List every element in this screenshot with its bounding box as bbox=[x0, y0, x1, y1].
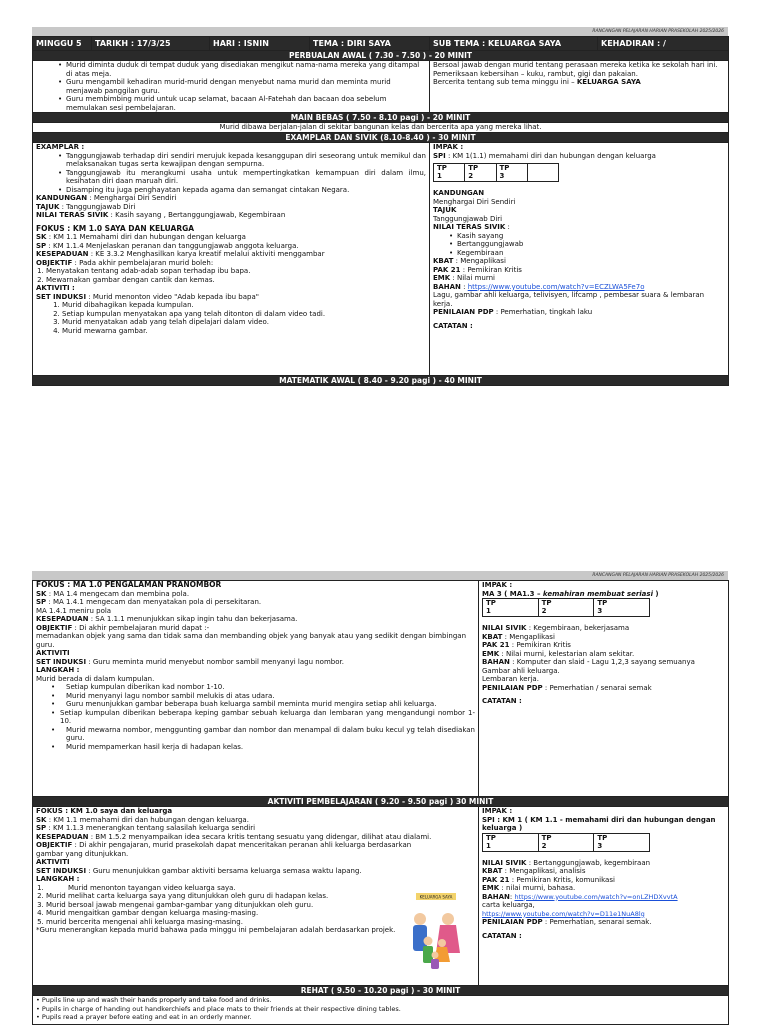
kbat: : Mengaplikasi bbox=[453, 257, 506, 265]
induksi-math: : Guru meminta murid menyebut nombor sambil menyanyi lagu nombor. bbox=[86, 657, 344, 666]
akt-step: 3. Murid bersoal jawab mengenai gambar-gambar yang ditunjukkan oleh guru. bbox=[46, 901, 395, 910]
math-step: • Murid mewarna nombor, menggunting gambar dan nombor dan menampal di dalam buku kecul yg telah disediakan guru. bbox=[48, 726, 475, 743]
bahan-math-3: Lembaran kerja. bbox=[482, 675, 539, 683]
perbualan-right-2: Pemeriksaan kebersihan – kuku, rambut, gigi dan pakaian. bbox=[433, 69, 638, 78]
impak: IMPAK : bbox=[433, 143, 464, 151]
sk-akt: : KM 1.1 memahami diri dan hubungan dengan keluarga. bbox=[46, 815, 249, 824]
sub-tema: SUB TEMA : KELUARGA SAYA bbox=[430, 37, 598, 51]
family-image-title: KELUARGA SAYA bbox=[419, 894, 453, 900]
exsiv-title: EXAMPLAR DAN SIVIK (8.10-8.40 ) - 30 MINIT bbox=[33, 133, 729, 143]
math-step: • Murid mempamerkan hasil kerja di hadapan kelas. bbox=[48, 743, 475, 752]
matematik-right: IMPAK : MA 3 ( MA1.3 – kemahiran membuat seriasi ) TP 1 TP 2 TP 3 NILAI SIVIK : Kegembiraan, bekerjasama KBAT : Mengaplikasi PAK 21 : Pemikiran Kritis EMK : Nilai murni, kelestarian alam sekitar. BAHAN : Komputer dan slaid - Lagu 1,2,3 sayang semuanya Gambar ahli keluarga. Lembaran kerja. PENILAIAN PDP : Pemerhatian / senarai semak CATATAN : bbox=[479, 581, 729, 797]
page-2 bbox=[32, 571, 728, 1025]
examplar-heading: EXAMPLAR : bbox=[36, 143, 85, 151]
penilaian-akt: : Pemerhatian, senarai semak. bbox=[542, 918, 652, 926]
sp-math: : MA 1.4.1 mengecam dan menyatakan pola di persekitaran. bbox=[46, 598, 262, 606]
tp-table bbox=[433, 163, 559, 182]
math-step: • Setiap kumpulan diberikan beberapa keping gambar sebuah keluarga dan lembaran yang mengandungi nombor 1-10. bbox=[48, 709, 475, 726]
rehat-body bbox=[33, 996, 729, 1025]
akt-step: 4. Murid mengaitkan gambar dengan keluarga masing-masing. bbox=[46, 909, 395, 918]
nilai-math: : Kegembiraan, bekerjasama bbox=[526, 624, 630, 632]
langkah-label-akt: LANGKAH : bbox=[36, 875, 80, 883]
examplar-item: • Disamping itu juga penghayatan kepada agama dan semangat cintakan Negara. bbox=[48, 186, 426, 195]
baby-head bbox=[432, 952, 439, 959]
aktiviti-label-akt: AKTIVITI bbox=[36, 858, 70, 866]
math-step: • Guru menunjukkan gambar beberapa buah keluarga sambil meminta murid mengira setiap ahli keluarga. bbox=[48, 700, 475, 709]
emk: : Nilai murni bbox=[450, 274, 495, 282]
matematik-left: FOKUS : MA 1.0 PENGALAMAN PRANOMBOR SK : MA 1.4 mengecam dan membina pola. SP : MA 1.4.1 mengecam dan menyatakan pola di persekitaran. MA 1.4.1 meniru pola KESEPADUAN : SA 1.1.1 menunjukkan sikap ingin tahu dan bekerjasama. OBJEKTIF : Di akhir pembelajaran murid dapat :- memadankan objek yang sama dan tidak sama dan membanding objek yang banyak atau yang sedikit dengan bimbingan guru. AKTIVITI SET INDUKSI : Guru meminta murid menyebut nombor sambil menyanyi lagu nombor. LANGKAH : Murid berada di dalam kumpulan. • Setiap kumpulan diberikan kad nombor 1-10. • Murid menyanyi lagu nombor sambil melukis di atas udara. • Guru menunjukkan gambar beberapa buah keluarga sambil meminta murid mengira setiap ahli keluarga. • Setiap kumpulan diberikan beberapa keping gambar sebuah keluarga dan lembaran yang mengandungi nombor 1-10. • Murid mewarna nombor, menggunting gambar dan nombor dan menampal di dalam buku kecul yg telah disediakan guru. • Murid mempamerkan hasil kerja di hadapan kelas. bbox=[33, 581, 479, 797]
aktiviti-label: AKTIVITI : bbox=[36, 284, 75, 292]
tp-1: TP 1 bbox=[434, 164, 465, 182]
nilai-item: • Kegembiraan bbox=[439, 249, 725, 258]
tp-3: TP 3 bbox=[594, 833, 650, 851]
langkah-label-math: LANGKAH : bbox=[36, 666, 80, 674]
rehat-line: • Pupils line up and wash their hands properly and take food and drinks. bbox=[36, 996, 272, 1004]
fokus-akt: FOKUS : KM 1.0 saya dan keluarga bbox=[36, 807, 173, 815]
son-head bbox=[424, 937, 433, 946]
page-1 bbox=[32, 27, 728, 386]
tp-3: TP 3 bbox=[594, 599, 650, 617]
emk-math: : Nilai murni, kelestarian alam sekitar. bbox=[499, 649, 635, 658]
kbat-math: : Mengaplikasi bbox=[502, 632, 555, 641]
induksi-akt: : Guru menunjukkan gambar aktiviti bersama keluarga semasa waktu lapang. bbox=[86, 866, 362, 875]
perbualan-right bbox=[430, 61, 729, 113]
header-row bbox=[33, 37, 729, 51]
sp-akt: : KM 1.1.3 menerangkan tentang salasilah keluarga sendiri bbox=[46, 824, 256, 832]
perbualan-title: PERBUALAN AWAL ( 7.30 - 7.50 ) - 20 MINIT bbox=[33, 51, 729, 61]
matematik-title-1: MATEMATIK AWAL ( 8.40 - 9.20 pagi ) - 40 MINIT bbox=[33, 376, 729, 386]
step-item: 4. Murid mewarna gambar. bbox=[62, 327, 426, 336]
tp-2: TP 2 bbox=[465, 164, 496, 182]
fokus-math: FOKUS : MA 1.0 PENGALAMAN PRANOMBOR bbox=[36, 580, 222, 589]
tema: TEMA : DIRI SAYA bbox=[310, 37, 430, 51]
pak21-akt: : Pemikiran Kritis, komunikasi bbox=[509, 875, 615, 884]
tp-table-math bbox=[482, 598, 650, 617]
objektif-item: 2. Mewarnakan gambar dengan cantik dan kemas. bbox=[46, 276, 426, 285]
spi-akt: : KM 1 ( KM 1.1 - memahami diri dan hubungan dengan keluarga ) bbox=[482, 815, 716, 832]
akt-step: 2. Murid melihat carta keluarga saya yang ditunjukkan oleh guru di hadapan kelas. bbox=[46, 892, 395, 901]
perbualan-right-3: Bercerita tentang sub tema minggu ini – KELUARGA SAYA bbox=[433, 78, 641, 86]
sk-math: : MA 1.4 mengecam dan membina pola. bbox=[46, 589, 190, 598]
kehadiran: KEHADIRAN : / bbox=[598, 37, 729, 51]
perbualan-right-1: Bersoal jawab dengan murid tentang perasaan mereka ketika ke sekolah hari ini. bbox=[433, 61, 718, 69]
impak-akt: IMPAK : bbox=[482, 807, 513, 815]
pak21: : Pemikiran Kritis bbox=[460, 265, 522, 274]
pak21-math: : Pemikiran Kritis bbox=[509, 641, 571, 649]
tp-3: TP 3 bbox=[496, 164, 527, 182]
objektif-item: 1. Menyatakan tentang adab-adab sopan terhadap ibu bapa. bbox=[46, 267, 426, 276]
perbualan-item: • Guru membimbing murid untuk ucap selamat, bacaan Al-Fatehah dan bacaan doa sebelum memulakan sesi pembelajaran. bbox=[48, 95, 426, 112]
langkah-text-math: Murid berada di dalam kumpulan. bbox=[36, 674, 155, 683]
math-step: • Murid menyanyi lagu nombor sambil melukis di atas udara. bbox=[48, 692, 475, 701]
tajuk-label: TAJUK bbox=[433, 206, 457, 214]
math-step: • Setiap kumpulan diberikan kad nombor 1-10. bbox=[48, 683, 475, 692]
bahan-link-1[interactable]: https://www.youtube.com/watch?v=onLZHDXvvtA bbox=[514, 892, 678, 901]
penilaian-math: : Pemerhatian / senarai semak bbox=[542, 683, 652, 692]
kandungan-label: KANDUNGAN bbox=[433, 189, 485, 197]
akt-step: 5. murid bercerita mengenai ahli keluarga masing-masing. bbox=[46, 918, 395, 927]
kandungan-text: Menghargai Diri Sendiri bbox=[433, 197, 516, 206]
bahan-math: : Komputer dan slaid - Lagu 1,2,3 sayang semuanya bbox=[509, 658, 695, 666]
bahan-link-2[interactable]: https://www.youtube.com/watch?v=D11e1NuA8lg bbox=[482, 909, 645, 918]
nilai-item: • Bertanggungjawab bbox=[439, 240, 725, 249]
bahan-math-2: Gambar ahli keluarga. bbox=[482, 666, 560, 675]
objektif: : Pada akhir pembelajaran murid boleh: bbox=[72, 258, 214, 267]
exsiv-right: IMPAK : SPI : KM 1(1.1) memahami diri dan hubungan dengan keluarga TP 1 TP 2 TP 3 KANDUNGAN Menghargai Diri Sendiri TAJUK Tanggungjawab Diri NILAI TERAS SIVIK : • Kasih sayang • Bertanggungjawab • Kegembiraan KBAT : Mengaplikasi PAK 21 : Pemikiran Kritis EMK : Nilai murni BAHAN : https://www.youtube.com/watch?v=ECZLWA5Fe7o Lagu, gambar ahli keluarga, telivisyen, lifcamp , pembesar suara & lembaran kerja. PENILAIAN PDP : Pemerhatian, tingkah laku CATATAN : bbox=[430, 143, 729, 376]
main-bebas-text: Murid dibawa berjalan-jalan di sekitar bangunan kelas dan bercerita apa yang mereka lihat. bbox=[33, 123, 729, 133]
tarikh: TARIKH : 17/3/25 bbox=[92, 37, 210, 51]
objektif-text-math: memadankan objek yang sama dan tidak sama dan membanding objek yang banyak atau yang sedikit dengan bimbingan guru. bbox=[36, 632, 467, 649]
family-illustration bbox=[400, 891, 470, 971]
main-bebas-title: MAIN BEBAS ( 7.50 - 8.10 pagi ) - 20 MINIT bbox=[33, 113, 729, 123]
tp-1: TP 1 bbox=[483, 833, 539, 851]
header-note: RANCANGAN PELAJARAN HARIAN PRASEKOLAH 2025/2026 bbox=[32, 27, 728, 36]
akt-step: 1. Murid menonton tayangan video keluarga saya. bbox=[46, 884, 395, 893]
set-induksi: : Murid menonton video "Adab kepada ibu bapa" bbox=[86, 292, 259, 301]
lesson-table-2 bbox=[32, 580, 729, 1025]
ma3: MA 3 ( MA1.3 – kemahiran membuat seriasi ) bbox=[482, 589, 659, 598]
bahan-link[interactable]: https://www.youtube.com/watch?v=ECZLWA5Fe7o bbox=[467, 282, 645, 291]
aktiviti-left: FOKUS : KM 1.0 saya dan keluarga SK : KM 1.1 memahami diri dan hubungan dengan keluarga. SP : KM 1.1.3 menerangkan tentang salasilah keluarga sendiri KESEPADUAN : BM 1.5.2 menyampaikan idea secara kritis tentang sesuatu yang didengar, dilihat atau dialami. OBJEKTIF : Di akhir pengajaran, murid prasekolah dapat menceritakan peranan ahli keluarga berdasarkan gambar yang ditunjukkan. AKTIVITI SET INDUKSI : Guru menunjukkan gambar aktiviti bersama keluarga semasa waktu lapang. LANGKAH : 1. Murid menonton tayangan video keluarga saya. 2. Murid melihat carta keluarga saya yang ditunjukkan oleh guru di hadapan kelas. 3. Murid bersoal jawab mengenai gambar-gambar yang ditunjukkan oleh guru. 4. Murid mengaitkan gambar dengan keluarga masing-masing. 5. murid bercerita mengenai ahli keluarga masing-masing. *Guru menerangkan kepada murid bahawa pada minggu ini pembelajaran adalah berdasarkan projek. KELUARGA SAYA bbox=[33, 807, 479, 986]
penilaian: : Pemerhatian, tingkah laku bbox=[493, 308, 593, 316]
catatan-akt: CATATAN : bbox=[482, 931, 522, 940]
bahan-akt-text: carta keluarga, bbox=[482, 901, 535, 909]
kesepaduan: : KE 3.3.2 Menghasilkan karya kreatif melalui aktiviti menggambar bbox=[88, 250, 325, 258]
sp2-math: MA 1.4.1 meniru pola bbox=[36, 606, 112, 615]
aktiviti-title: AKTIVITI PEMBELAJARAN ( 9.20 - 9.50 pagi ) 30 MINIT bbox=[33, 797, 729, 807]
tp-2: TP 2 bbox=[538, 599, 594, 617]
examplar-item: • Tanggungjawab itu merangkumi usaha untuk mempertingkatkan kemampuan diri dalam ilmu, kesihatan diri daan maruah diri. bbox=[48, 169, 426, 186]
hari: HARI : ISNIN bbox=[210, 37, 310, 51]
perbualan-left bbox=[33, 61, 430, 113]
header-note-2: RANCANGAN PELAJARAN HARIAN PRASEKOLAH 2025/2026 bbox=[32, 571, 728, 580]
mother-head bbox=[442, 913, 454, 925]
kbat-akt: : Mengaplikasi, analisis bbox=[502, 867, 586, 875]
kesepaduan-math: : SA 1.1.1 menunjukkan sikap ingin tahu dan bekerjasama. bbox=[88, 615, 298, 623]
nilai-item: • Kasih sayang bbox=[439, 232, 725, 241]
tp-empty bbox=[527, 164, 558, 182]
sk: : KM 1.1 Memahami diri dan hubungan dengan keluarga bbox=[46, 233, 246, 241]
kandungan: : Menghargai Diri Sendiri bbox=[87, 194, 177, 202]
baby-body bbox=[431, 959, 439, 969]
sp: : KM 1.1.4 Menjelaskan peranan dan tanggungjawab anggota keluarga. bbox=[46, 241, 299, 250]
objektif-math: : Di akhir pembelajaran murid dapat :- bbox=[72, 623, 210, 632]
step-item: 1. Murid dibahagikan kepada kumpulan. bbox=[62, 301, 426, 310]
aktiviti-label-math: AKTIVITI bbox=[36, 649, 70, 657]
step-item: 3. Murid menyatakan adab yang telah dipelajari dalam video. bbox=[62, 318, 426, 327]
aktiviti-right: IMPAK : SPI : KM 1 ( KM 1.1 - memahami diri dan hubungan dengan keluarga ) TP 1 TP 2 TP 3 NILAI SIVIK : Bertanggungjawab, kegembiraan KBAT : Mengaplikasi, analisis PAK 21 : Pemikiran Kritis, komunikasi EMK : nilai murni, bahasa. BAHAN: https://www.youtube.com/watch?v=onLZHDXvvtA carta keluarga, https://www.youtube.com/watch?v=D11e1NuA8lg PENILAIAN PDP : Pemerhatian, senarai semak. CATATAN : bbox=[479, 807, 729, 986]
daughter-head bbox=[438, 939, 446, 947]
akt-closing: *Guru menerangkan kepada murid bahawa pada minggu ini pembelajaran adalah berdasarkan projek. bbox=[36, 926, 396, 934]
tp-2: TP 2 bbox=[538, 833, 594, 851]
step-item: 2. Setiap kumpulan menyatakan apa yang telah ditonton di dalam video tadi. bbox=[62, 310, 426, 319]
catatan-math: CATATAN : bbox=[482, 697, 522, 705]
perbualan-item: • Guru mengambil kehadiran murid-murid dengan menyebut nama murid dan meminta murid menjawab panggilan guru. bbox=[48, 78, 426, 95]
emk-akt: : nilai murni, bahasa. bbox=[499, 884, 576, 892]
perbualan-item: • Murid diminta duduk di tempat duduk yang disediakan mengikut nama-nama mereka yang ditampal di atas meja. bbox=[48, 61, 426, 78]
fokus: FOKUS : KM 1.0 SAYA DAN KELUARGA bbox=[36, 223, 195, 233]
nilai-teras: : Kasih sayang , Bertanggungjawab, Kegembiraan bbox=[108, 211, 286, 219]
spi: : KM 1(1.1) memahami diri dan hubungan dengan keluarga bbox=[445, 151, 656, 160]
father-head bbox=[414, 913, 426, 925]
tp-table-akt bbox=[482, 833, 650, 852]
impak-math: IMPAK : bbox=[482, 581, 513, 589]
tp-1: TP 1 bbox=[483, 599, 539, 617]
rehat-line: • Pupils read a prayer before eating and eat in an orderly manner. bbox=[36, 1013, 252, 1021]
exsiv-left: EXAMPLAR : • Tanggungjawab terhadap diri sendiri merujuk kepada kesanggupan diri seseorang untuk memikul dan melaksanakan tugas serta kewajipan dengan sempurna. • Tanggungjawab itu merangkumi usaha untuk mempertingkatkan kemampuan diri dalam ilmu, kesihatan diri daan maruah diri. • Disamping itu juga penghayatan kepada agama dan semangat cintakan Negara. KANDUNGAN : Menghargai Diri Sendiri TAJUK : Tanggungjawab Diri NILAI TERAS SIVIK : Kasih sayang , Bertanggungjawab, Kegembiraan FOKUS : KM 1.0 SAYA DAN KELUARGA SK : KM 1.1 Memahami diri dan hubungan dengan keluarga SP : KM 1.1.4 Menjelaskan peranan dan tanggungjawab anggota keluarga. KESEPADUAN : KE 3.3.2 Menghasilkan karya kreatif melalui aktiviti menggambar OBJEKTIF : Pada akhir pembelajaran murid boleh: 1. Menyatakan tentang adab-adab sopan terhadap ibu bapa. 2. Mewarnakan gambar dengan cantik dan kemas. AKTIVITI : SET INDUKSI : Murid menonton video "Adab kepada ibu bapa" 1. Murid dibahagikan kepada kumpulan. 2. Setiap kumpulan menyatakan apa yang telah ditonton di dalam video tadi. 3. Murid menyatakan adab yang telah dipelajari dalam video. 4. Murid mewarna gambar. bbox=[33, 143, 430, 376]
rehat-title: REHAT ( 9.50 - 10.20 pagi ) - 30 MINIT bbox=[33, 986, 729, 996]
lesson-table-1 bbox=[32, 36, 729, 386]
nilai-akt: : Bertanggungjawab, kegembiraan bbox=[526, 858, 651, 867]
rehat-line: • Pupils in charge of handing out handkerchiefs and place mats to their friends at their respective dining tables. bbox=[36, 1004, 401, 1013]
tajuk-text: Tanggungjawab Diri bbox=[433, 214, 503, 223]
minggu: MINGGU 5 bbox=[33, 37, 92, 51]
kesepaduan-akt: : BM 1.5.2 menyampaikan idea secara kritis tentang sesuatu yang didengar, dilihat atau dialami. bbox=[88, 832, 432, 841]
tajuk: : Tanggungjawab Diri bbox=[59, 202, 136, 211]
catatan: CATATAN : bbox=[433, 321, 473, 330]
bahan-text: Lagu, gambar ahli keluarga, telivisyen, lifcamp , pembesar suara & lembaran kerja. bbox=[433, 291, 705, 308]
examplar-item: • Tanggungjawab terhadap diri sendiri merujuk kepada kesanggupan diri seseorang untuk memikul dan melaksanakan tugas serta kewajipan dengan sempurna. bbox=[48, 152, 426, 169]
objektif-akt: : Di akhir pengajaran, murid prasekolah dapat menceritakan peranan ahli keluarga berdasarkan gambar yang ditunjukkan. bbox=[36, 841, 412, 858]
